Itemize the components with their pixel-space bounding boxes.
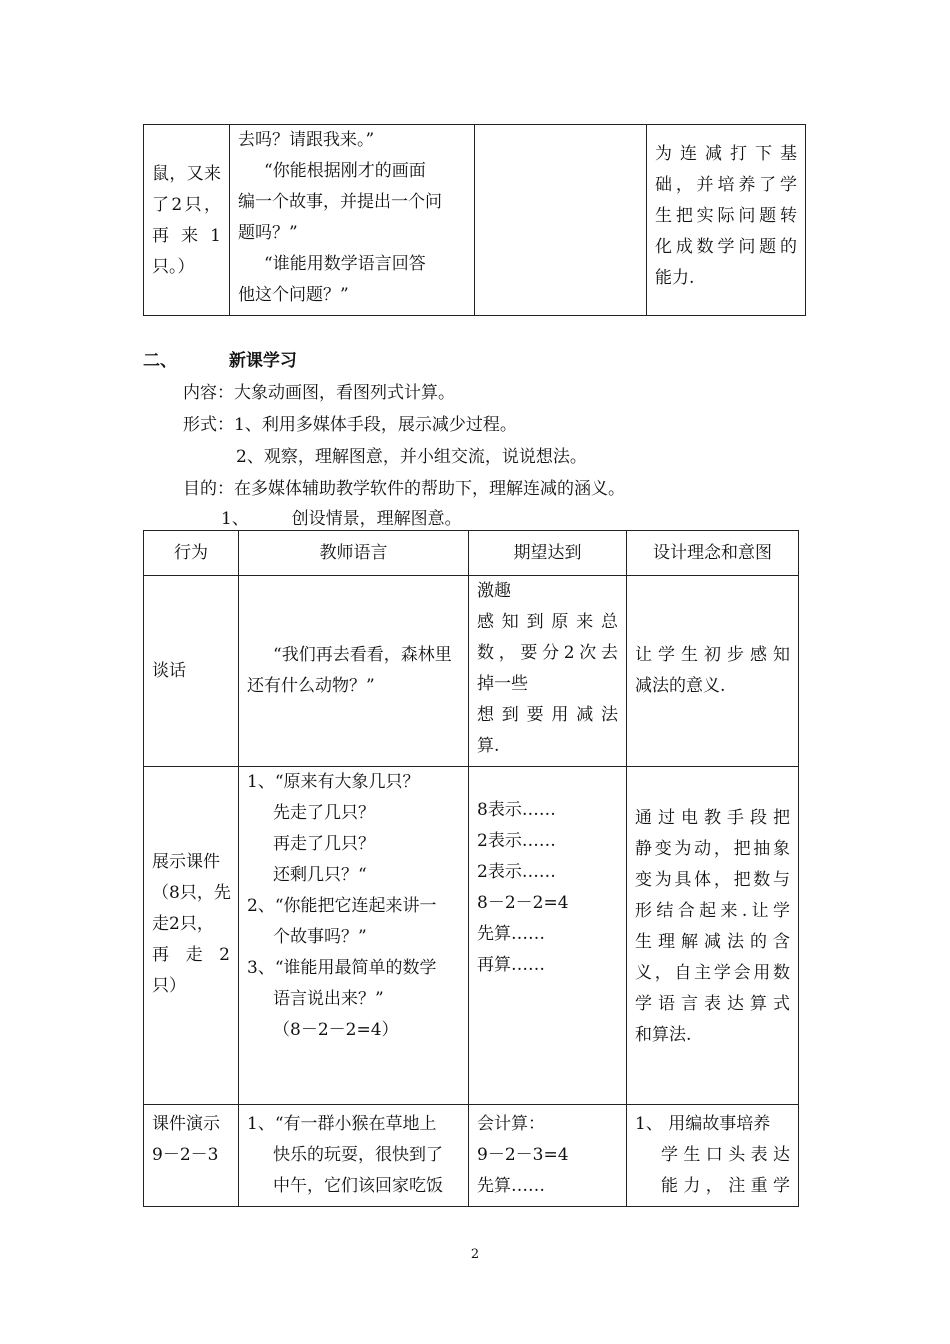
text-line: 展示课件	[152, 852, 220, 872]
text-line: 生把实际问题转	[655, 206, 797, 226]
text-line: 能力.	[655, 268, 695, 288]
t1-design-cell	[647, 125, 806, 316]
text-line: 础，并培养了学	[655, 175, 797, 195]
text-line: 静变为动，把抽象	[635, 839, 790, 859]
form-line-1: 形式：1、利用多媒体手段，展示减少过程。	[183, 415, 517, 435]
form-line-2: 2、观察，理解图意，并小组交流，说说想法。	[236, 447, 587, 467]
table-header-row	[144, 531, 799, 576]
behavior-cell	[144, 767, 239, 1105]
text-line: 只）	[152, 976, 186, 996]
text-line: 变为具体，把数与	[635, 870, 790, 890]
text-line: 化成数学问题的	[655, 237, 797, 257]
text-line: 让学生初步感知	[635, 645, 790, 665]
text-line: 快乐的玩耍，很快到了	[273, 1145, 443, 1165]
header-teacher-language: 教师语言	[239, 531, 469, 576]
expected-cell	[469, 767, 627, 1105]
text-line: 能力，注重学	[661, 1176, 790, 1196]
text-line: 激趣	[477, 581, 511, 601]
text-line: 8表示……	[477, 800, 556, 820]
header-behavior: 行为	[144, 531, 239, 576]
text-line: 再走了几只？	[273, 834, 375, 854]
text-line: 9－2－3	[152, 1145, 219, 1165]
teacher-cell	[239, 767, 469, 1105]
text-line: 会计算：	[477, 1114, 545, 1134]
text-line: 数，要分2次去	[477, 643, 618, 663]
continuation-table	[143, 124, 806, 316]
teacher-cell	[239, 576, 469, 767]
text-line: 掉一些	[477, 674, 528, 694]
text-line: 编一个故事，并提出一个问	[238, 192, 442, 212]
text-line: “我们再去看看，森林里	[273, 645, 452, 665]
text-line: 再 走 2	[152, 945, 230, 965]
expected-cell	[469, 576, 627, 767]
text-line: 先算……	[477, 1176, 545, 1196]
t1-behavior-cell	[144, 125, 230, 316]
text-line: 语言说出来？”	[273, 989, 384, 1009]
text-line: 课件演示	[152, 1114, 220, 1134]
text-line: 8－2－2=4	[477, 893, 569, 913]
header-design-intent: 设计理念和意图	[627, 531, 799, 576]
page-number: 2	[470, 1247, 480, 1262]
text-line: 了2只，	[152, 195, 221, 215]
text-line: 感知到原来总	[477, 612, 618, 632]
text-line: “你能根据刚才的画面	[264, 161, 426, 181]
text-line: 学语言表达算式	[635, 994, 790, 1014]
text-line: 先算……	[477, 924, 545, 944]
table-row	[144, 1105, 799, 1207]
text-line: 3、“谁能用最简单的数学	[247, 958, 437, 978]
content-line: 内容：大象动画图，看图列式计算。	[183, 383, 455, 403]
text-line: 题吗？”	[238, 223, 298, 243]
text-line: 想到要用减法	[477, 705, 618, 725]
subheading-number: 1、	[221, 509, 249, 529]
lesson-table	[143, 530, 799, 1207]
section-number: 二、	[143, 351, 177, 371]
section-title: 新课学习	[228, 351, 297, 371]
text-line: 义，自主学会用数	[635, 963, 790, 983]
text-line: 通过电教手段把	[635, 808, 790, 828]
text-line: 鼠，又来	[152, 164, 221, 184]
header-expected: 期望达到	[469, 531, 627, 576]
design-cell	[627, 1105, 799, 1207]
text-line: 学生口头表达	[661, 1145, 790, 1165]
text-line: （8只，先	[152, 883, 231, 903]
text-line: 1、“有一群小猴在草地上	[247, 1114, 437, 1134]
text-line: （8－2－2=4）	[273, 1020, 399, 1040]
text-line: 生理解减法的含	[635, 932, 790, 952]
design-cell	[627, 576, 799, 767]
teacher-cell	[239, 1105, 469, 1207]
text-line: 2、“你能把它连起来讲一	[247, 896, 437, 916]
text-line: 只。）	[152, 257, 195, 277]
text-line: 去吗？请跟我来。”	[238, 130, 375, 150]
behavior-cell: 谈话	[144, 576, 239, 767]
behavior-cell	[144, 1105, 239, 1207]
subheading-title: 创设情景，理解图意。	[291, 509, 462, 529]
text-line: 中午，它们该回家吃饭	[273, 1176, 443, 1196]
table-row	[144, 767, 799, 1105]
text-line: 他这个问题？”	[238, 285, 349, 305]
t1-expected-cell	[475, 125, 647, 316]
text-line: 为连减打下基	[655, 144, 797, 164]
subheading	[221, 504, 462, 529]
text-line: 再 来 1	[152, 226, 221, 246]
text-line: 2表示……	[477, 862, 556, 882]
text-line: 还有什么动物？”	[247, 676, 375, 696]
expected-cell	[469, 1105, 627, 1207]
text-line: 1、“原来有大象几只？	[247, 772, 420, 792]
text-line: 9－2－3=4	[477, 1145, 569, 1165]
section-heading	[143, 346, 297, 371]
text-line: 算.	[477, 736, 500, 756]
design-cell	[627, 767, 799, 1105]
text-line: 2表示……	[477, 831, 556, 851]
text-line: 减法的意义.	[635, 676, 726, 696]
text-line: “谁能用数学语言回答	[264, 254, 426, 274]
text-line: 1、 用编故事培养	[635, 1114, 771, 1134]
text-line: 再算……	[477, 955, 545, 975]
text-line: 先走了几只？	[273, 803, 375, 823]
text-line: 和算法.	[635, 1025, 692, 1045]
text-line: 形结合起来.让学	[635, 901, 790, 921]
text-line: 还剩几只？“	[273, 865, 367, 885]
purpose-line: 目的：在多媒体辅助教学软件的帮助下，理解连减的涵义。	[183, 479, 625, 499]
table-row	[144, 576, 799, 767]
t1-teacher-cell	[230, 125, 475, 316]
text-line: 个故事吗？”	[273, 927, 367, 947]
text-line: 走2只，	[152, 914, 214, 934]
